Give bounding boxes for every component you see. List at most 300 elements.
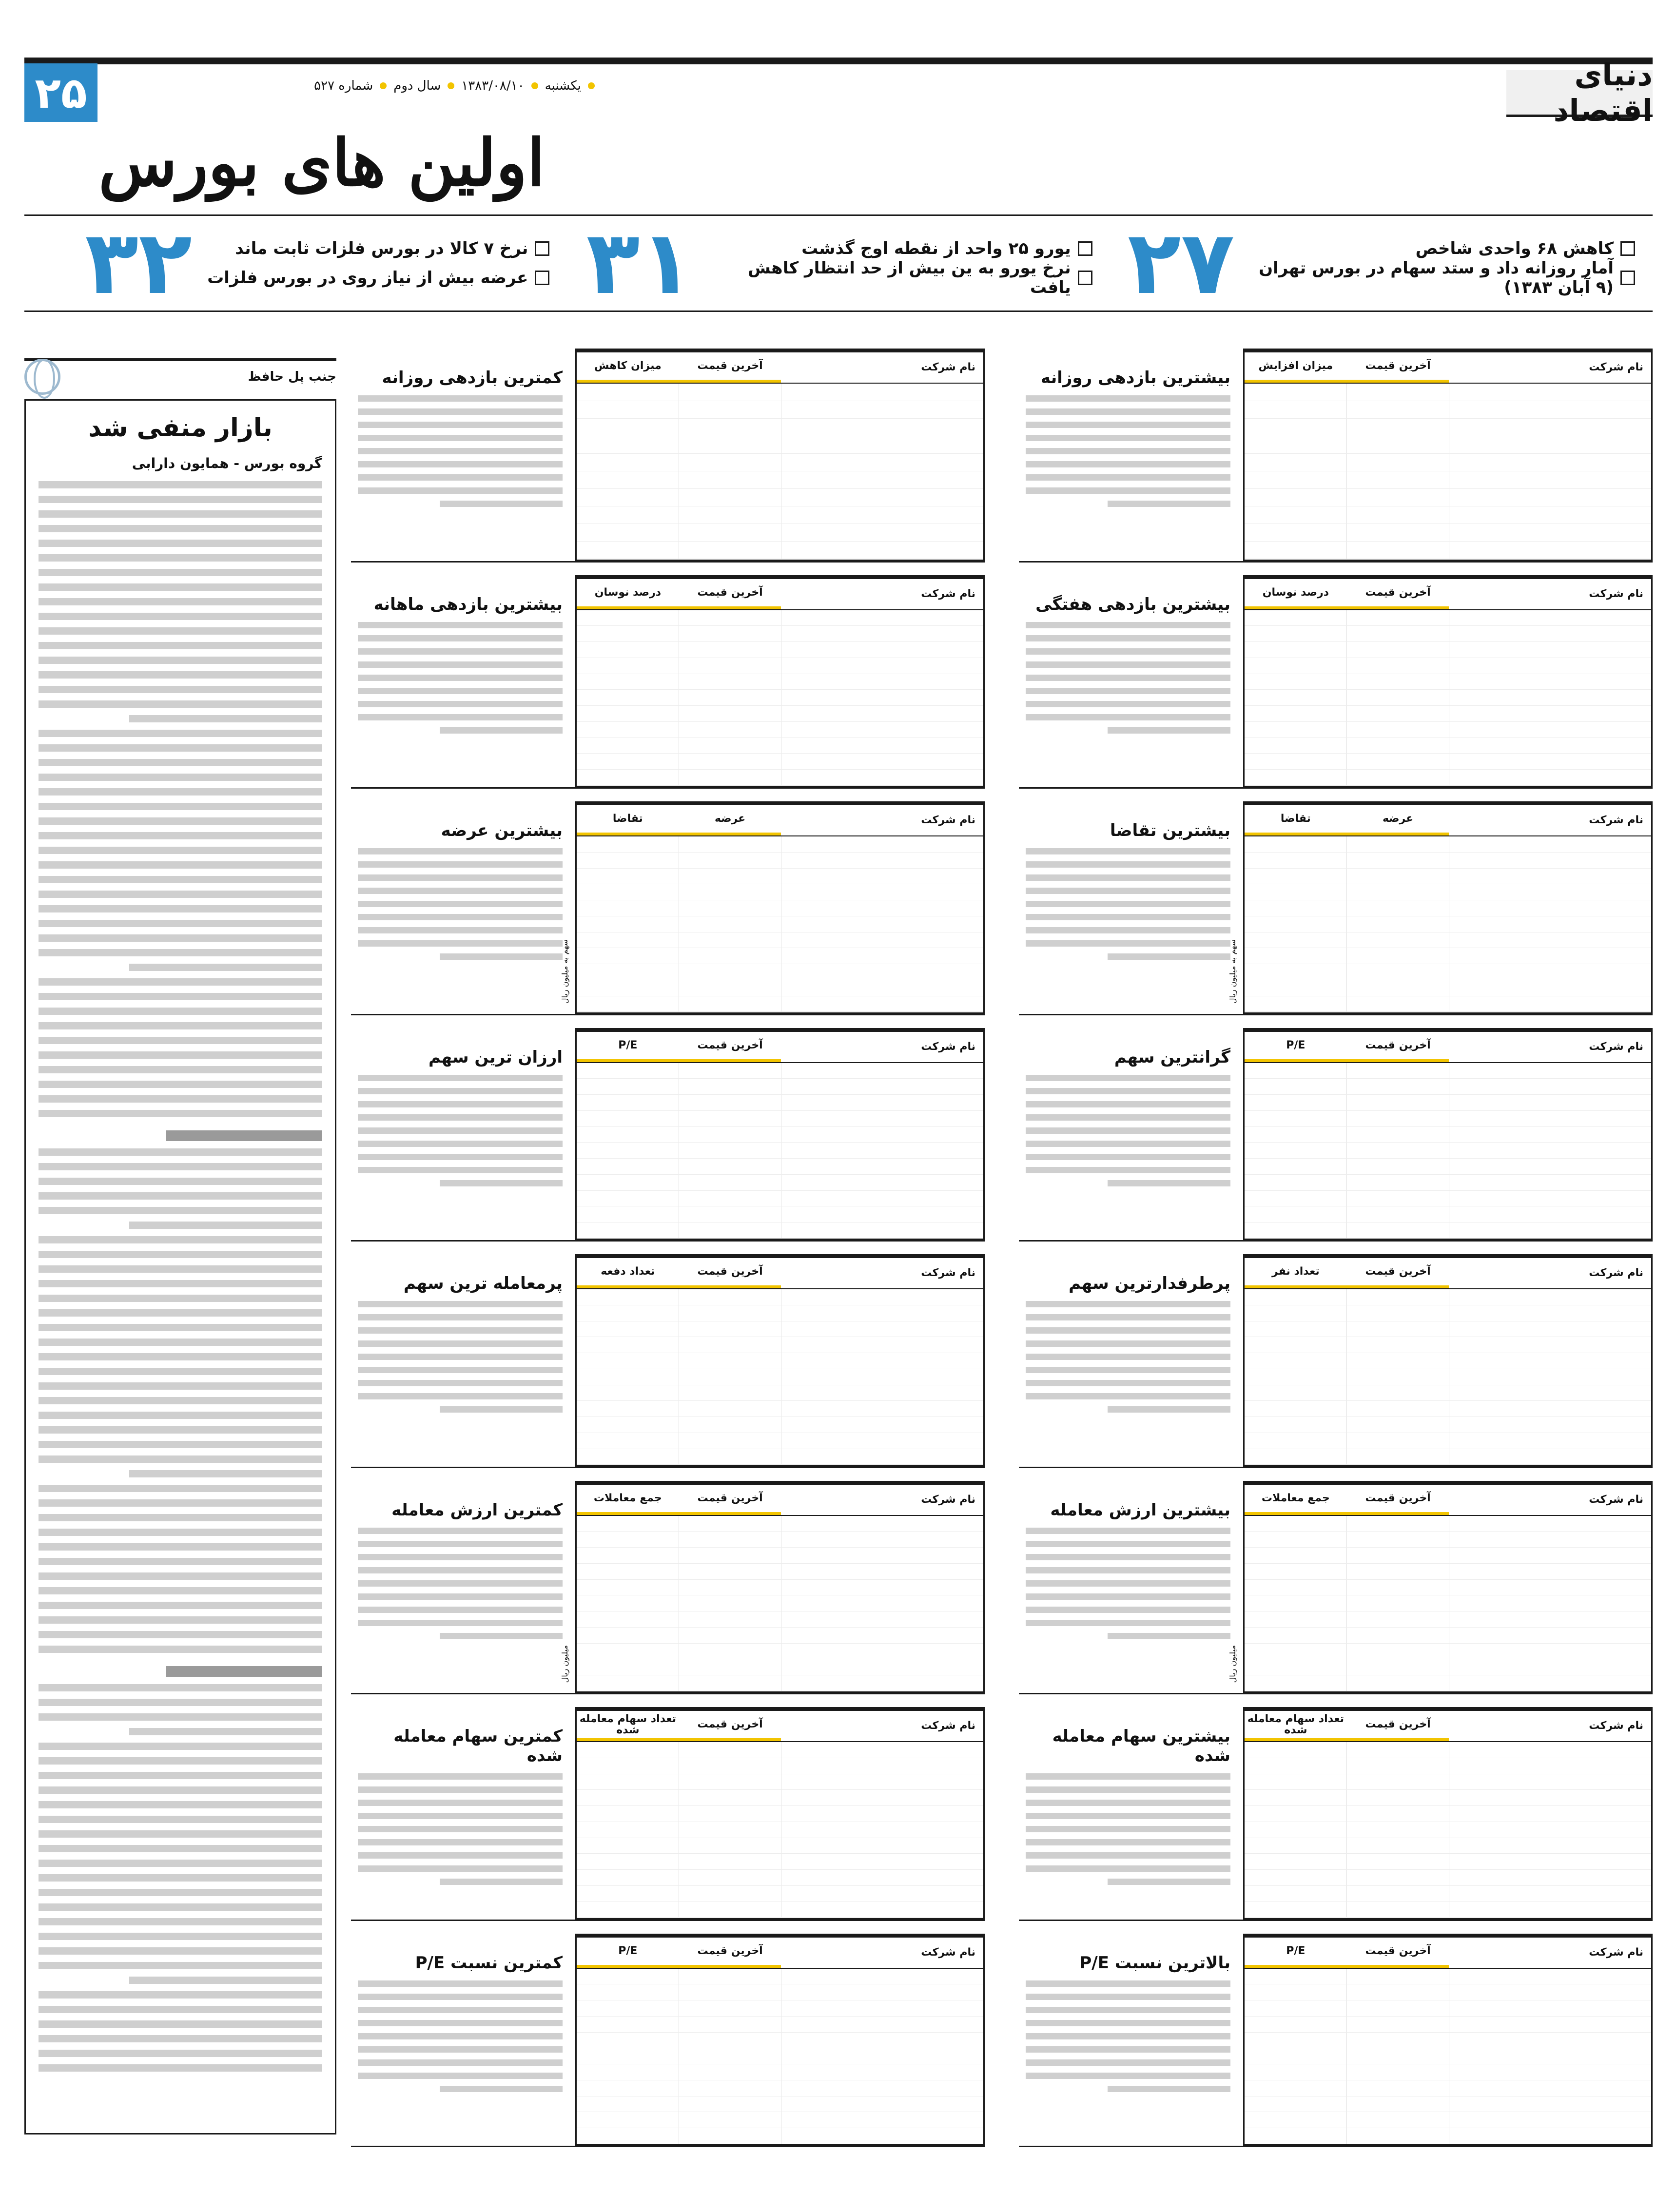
teaser-page-31[interactable]	[567, 212, 1110, 314]
value-cell	[679, 2033, 781, 2048]
value-cell	[1347, 626, 1449, 641]
table-body	[1245, 1742, 1651, 1918]
company-name-cell	[1449, 1532, 1651, 1547]
text-line-placeholder	[39, 847, 322, 854]
value-cell	[1347, 454, 1449, 471]
company-name-cell	[781, 489, 983, 506]
text-line-placeholder	[358, 1327, 563, 1334]
text-line-placeholder	[39, 1543, 322, 1551]
table-body	[577, 1742, 983, 1918]
table-row	[1245, 1111, 1651, 1127]
text-line-placeholder	[129, 1222, 322, 1229]
value-cell	[1245, 489, 1347, 506]
stock-table	[1243, 1934, 1653, 2146]
table-header	[577, 1258, 983, 1289]
company-name-cell	[781, 524, 983, 541]
value-cell	[1245, 2080, 1347, 2096]
value-cell	[1347, 658, 1449, 674]
section-title: کمترین ارزش معامله	[391, 1500, 563, 1520]
text-line-placeholder	[39, 496, 322, 503]
value-cell	[679, 722, 781, 737]
text-line-placeholder	[358, 461, 563, 467]
text-line-placeholder	[358, 2046, 563, 2053]
text-line-placeholder	[358, 1340, 563, 1347]
table-row	[577, 1206, 983, 1222]
text-line-placeholder	[39, 1397, 322, 1404]
value-cell	[679, 1191, 781, 1206]
value-cell	[679, 1417, 781, 1433]
text-line-placeholder	[39, 803, 322, 810]
company-name-cell	[1449, 471, 1651, 488]
value-cell	[679, 2128, 781, 2144]
value-cell	[1347, 2112, 1449, 2128]
value-cell	[1347, 1628, 1449, 1643]
page-number: ۲۵	[24, 63, 97, 122]
text-line-placeholder	[358, 422, 563, 428]
value-cell	[679, 2064, 781, 2080]
section-top-supply	[351, 801, 985, 1015]
text-line-placeholder	[1026, 2007, 1230, 2013]
company-name-cell	[1449, 1644, 1651, 1659]
value-cell	[679, 1111, 781, 1126]
table-row	[577, 1822, 983, 1838]
text-line-placeholder	[39, 2050, 322, 2057]
value-cell	[1245, 419, 1347, 436]
text-line-placeholder	[39, 759, 322, 766]
value-cell	[577, 436, 679, 453]
value-cell	[577, 1159, 679, 1174]
company-name-cell	[1449, 948, 1651, 964]
value-cell	[1245, 2128, 1347, 2144]
text-line-placeholder	[358, 448, 563, 454]
value-cell	[1245, 1305, 1347, 1321]
table-row	[1245, 1175, 1651, 1191]
value-cell	[1245, 1433, 1347, 1449]
value-cell	[1245, 1159, 1347, 1174]
value-cell	[1347, 419, 1449, 436]
text-line-placeholder	[440, 1180, 563, 1186]
table-row	[577, 1369, 983, 1385]
column-header: نام شرکت	[921, 1946, 975, 1959]
table-row	[1245, 1095, 1651, 1111]
company-name-cell	[1449, 1774, 1651, 1790]
value-cell	[679, 1628, 781, 1643]
text-line-placeholder	[1026, 1593, 1230, 1600]
company-name-cell	[1449, 674, 1651, 690]
value-cell	[1245, 1532, 1347, 1547]
company-name-cell	[1449, 1385, 1651, 1401]
text-line-placeholder	[39, 1699, 322, 1706]
text-line-placeholder	[39, 1110, 322, 1117]
company-name-cell	[1449, 1564, 1651, 1579]
column-header: درصد نوسان	[577, 579, 679, 609]
text-line-placeholder	[358, 848, 563, 854]
value-cell	[1347, 1659, 1449, 1675]
table-row	[1245, 1079, 1651, 1095]
value-cell	[1245, 1886, 1347, 1902]
text-line-placeholder	[39, 1558, 322, 1565]
value-cell	[577, 1337, 679, 1353]
value-cell	[1347, 980, 1449, 996]
table-row	[577, 1321, 983, 1338]
stock-table	[1243, 349, 1653, 561]
company-name-cell	[781, 836, 983, 852]
value-cell	[1347, 1369, 1449, 1385]
company-name-cell	[781, 1175, 983, 1190]
value-cell	[1245, 2048, 1347, 2064]
value-cell	[1245, 1854, 1347, 1869]
value-cell	[679, 1758, 781, 1774]
value-cell	[1347, 1175, 1449, 1190]
value-cell	[1347, 1532, 1449, 1547]
table-row	[577, 1611, 983, 1628]
section-title: بیشترین ارزش معامله	[1050, 1500, 1230, 1520]
value-cell	[1245, 1289, 1347, 1305]
value-cell	[679, 524, 781, 541]
table-row	[1245, 1449, 1651, 1465]
section-strip	[24, 358, 336, 392]
value-cell	[1347, 506, 1449, 524]
column-header: نام شرکت	[921, 1040, 975, 1053]
teaser-item[interactable]: نرخ یورو به ین بیش از حد انتظار کاهش یافت	[708, 263, 1092, 292]
stock-table	[575, 1934, 985, 2146]
value-cell	[577, 384, 679, 401]
section-summary	[351, 1481, 575, 1693]
text-line-placeholder	[358, 2020, 563, 2026]
company-name-cell	[781, 2000, 983, 2016]
text-line-placeholder	[1108, 501, 1230, 507]
text-line-placeholder	[39, 1095, 322, 1103]
company-name-cell	[1449, 1079, 1651, 1094]
company-name-cell	[781, 964, 983, 980]
value-cell	[577, 610, 679, 626]
table-row	[1245, 1854, 1651, 1870]
text-line-placeholder	[39, 832, 322, 839]
text-line-placeholder	[358, 1852, 563, 1859]
company-name-cell	[781, 706, 983, 721]
value-cell	[577, 706, 679, 721]
value-cell	[679, 1742, 781, 1758]
text-line-placeholder	[358, 487, 563, 494]
text-line-placeholder	[39, 510, 322, 518]
value-cell	[1347, 2080, 1449, 2096]
column-header: نام شرکت	[921, 361, 975, 374]
value-cell	[1347, 436, 1449, 453]
company-name-cell	[1449, 1111, 1651, 1126]
newspaper-logo: دنیای اقتصاد	[1506, 70, 1653, 117]
table-row	[1245, 642, 1651, 658]
company-name-cell	[1449, 770, 1651, 785]
section-highest-pe	[1019, 1934, 1653, 2148]
table-row	[1245, 2000, 1651, 2017]
company-name-cell	[1449, 2096, 1651, 2112]
text-line-placeholder	[39, 1339, 322, 1346]
table-body	[1245, 610, 1651, 786]
table-row	[1245, 1385, 1651, 1401]
value-cell	[1245, 384, 1347, 401]
company-name-cell	[1449, 1449, 1651, 1465]
table-row	[577, 1433, 983, 1449]
table-row	[577, 1063, 983, 1079]
company-name-cell	[1449, 2017, 1651, 2032]
text-line-placeholder	[129, 1977, 322, 1984]
value-cell	[1245, 471, 1347, 488]
value-cell	[1245, 658, 1347, 674]
value-cell	[577, 853, 679, 868]
table-row	[577, 1886, 983, 1902]
value-cell	[1347, 948, 1449, 964]
table-row	[1245, 1984, 1651, 2000]
text-line-placeholder	[1108, 2086, 1230, 2092]
column-header: آخرین قیمت	[1347, 1711, 1449, 1741]
text-line-placeholder	[358, 1773, 563, 1780]
company-name-cell	[1449, 980, 1651, 996]
teaser-item[interactable]: یورو ۲۵ واحد از نقطه اوج گذشت	[708, 234, 1092, 263]
teaser-page-27[interactable]	[1110, 212, 1653, 314]
table-row	[1245, 1143, 1651, 1159]
teaser-item[interactable]: عرضه بیش از نیاز روی در بورس فلزات	[207, 263, 549, 292]
text-line-placeholder	[1108, 1633, 1230, 1639]
text-line-placeholder	[1026, 1800, 1230, 1806]
column-header: P/E	[577, 1032, 679, 1062]
value-cell	[679, 454, 781, 471]
value-cell	[679, 1095, 781, 1110]
table-row	[1245, 1433, 1651, 1449]
text-line-placeholder	[1026, 688, 1230, 694]
value-cell	[1245, 1838, 1347, 1854]
company-name-cell	[1449, 1659, 1651, 1675]
table-header	[577, 1711, 983, 1742]
text-line-placeholder	[358, 1393, 563, 1399]
company-name-cell	[781, 1206, 983, 1222]
value-cell	[1245, 1644, 1347, 1659]
text-line-placeholder	[1026, 1607, 1230, 1613]
value-cell	[1347, 1079, 1449, 1094]
text-line-placeholder	[358, 1826, 563, 1832]
column-header: آخرین قیمت	[1347, 1032, 1449, 1062]
teaser-item[interactable]: کاهش ۶۸ واحدی شاخص	[1247, 234, 1635, 263]
column-header: جمع معاملات	[1245, 1485, 1347, 1515]
company-name-cell	[781, 1774, 983, 1790]
company-name-cell	[781, 1127, 983, 1143]
value-cell	[1347, 1595, 1449, 1611]
value-cell	[1245, 1337, 1347, 1353]
value-cell	[679, 1159, 781, 1174]
value-cell	[577, 1063, 679, 1079]
table-row	[1245, 1902, 1651, 1918]
value-cell	[1245, 1191, 1347, 1206]
text-line-placeholder	[358, 1865, 563, 1872]
value-cell	[1245, 2096, 1347, 2112]
company-name-cell	[781, 1742, 983, 1758]
text-line-placeholder	[39, 2006, 322, 2013]
text-line-placeholder	[358, 1301, 563, 1307]
teaser-item[interactable]: آمار روزانه داد و ستد سهام در بورس تهران (۹ آبان ۱۳۸۳)	[1247, 263, 1635, 292]
value-cell	[577, 1984, 679, 2000]
value-cell	[1245, 436, 1347, 453]
table-row	[1245, 1838, 1651, 1854]
table-row	[577, 1385, 983, 1401]
table-row	[577, 1143, 983, 1159]
table-row	[577, 722, 983, 738]
text-line-placeholder	[1026, 622, 1230, 628]
value-cell	[679, 916, 781, 932]
text-line-placeholder	[39, 876, 322, 883]
table-header	[1245, 1711, 1651, 1742]
table-row	[1245, 419, 1651, 436]
column-header: آخرین قیمت	[1347, 1258, 1449, 1288]
company-name-cell	[1449, 2112, 1651, 2128]
text-line-placeholder	[358, 1607, 563, 1613]
table-row	[577, 853, 983, 869]
text-line-placeholder	[39, 1066, 322, 1073]
text-line-placeholder	[1026, 1826, 1230, 1832]
table-row	[577, 1969, 983, 1985]
value-cell	[577, 1532, 679, 1547]
value-cell	[1245, 738, 1347, 754]
value-cell	[1347, 869, 1449, 884]
value-cell	[1245, 1143, 1347, 1158]
company-name-cell	[781, 869, 983, 884]
value-cell	[1347, 1385, 1449, 1401]
text-line-placeholder	[1026, 1786, 1230, 1793]
company-name-cell	[781, 738, 983, 754]
text-line-placeholder	[39, 1324, 322, 1331]
table-row	[577, 471, 983, 489]
text-line-placeholder	[1026, 2020, 1230, 2026]
text-line-placeholder	[358, 675, 563, 681]
company-name-cell	[781, 932, 983, 948]
table-row	[1245, 1548, 1651, 1564]
value-cell	[1245, 642, 1347, 658]
company-name-cell	[1449, 384, 1651, 401]
text-line-placeholder	[39, 1295, 322, 1302]
table-row	[577, 454, 983, 471]
text-line-placeholder	[39, 700, 322, 708]
teaser-page-32[interactable]	[24, 212, 567, 314]
value-cell	[1245, 506, 1347, 524]
text-line-placeholder	[39, 1602, 322, 1609]
table-row	[577, 1353, 983, 1369]
text-line-placeholder	[1026, 1528, 1230, 1534]
table-row	[1245, 658, 1651, 674]
text-line-placeholder	[1026, 2033, 1230, 2039]
company-name-cell	[1449, 1433, 1651, 1449]
table-row	[577, 489, 983, 506]
column-header: عرضه	[679, 805, 781, 835]
text-line-placeholder	[39, 1051, 322, 1059]
stock-table	[1243, 1707, 1653, 1920]
company-name-cell	[781, 401, 983, 418]
text-line-placeholder	[39, 642, 322, 649]
text-line-placeholder	[358, 1620, 563, 1626]
company-name-cell	[781, 2064, 983, 2080]
teaser-item[interactable]: نرخ ۷ کالا در بورس فلزات ثابت ماند	[207, 234, 549, 263]
table-row	[1245, 1659, 1651, 1675]
table-row	[577, 1516, 983, 1532]
value-cell	[679, 2096, 781, 2112]
table-body	[577, 610, 983, 786]
text-line-placeholder	[1026, 861, 1230, 868]
company-name-cell	[781, 419, 983, 436]
value-cell	[1347, 1806, 1449, 1822]
company-name-cell	[781, 1758, 983, 1774]
table-header	[577, 352, 983, 384]
company-name-cell	[781, 2128, 983, 2144]
text-line-placeholder	[39, 1499, 322, 1507]
company-name-cell	[781, 1611, 983, 1627]
company-name-cell	[781, 674, 983, 690]
value-cell	[1347, 489, 1449, 506]
company-name-cell	[1449, 2000, 1651, 2016]
stock-table	[575, 1028, 985, 1241]
table-row	[1245, 489, 1651, 506]
section-summary	[1019, 1254, 1243, 1467]
value-cell	[679, 489, 781, 506]
text-line-placeholder	[39, 1801, 322, 1808]
table-row	[577, 1628, 983, 1644]
table-row	[1245, 1063, 1651, 1079]
issue-year: سال دوم	[393, 78, 441, 93]
text-line-placeholder	[39, 1684, 322, 1691]
bullet-icon	[380, 82, 387, 89]
text-line-placeholder	[1026, 2059, 1230, 2066]
table-row	[577, 1644, 983, 1660]
stock-table	[575, 349, 985, 561]
text-line-placeholder	[1026, 1541, 1230, 1547]
value-cell	[679, 1790, 781, 1805]
value-cell	[577, 2096, 679, 2112]
value-cell	[679, 1127, 781, 1143]
teaser-list	[1247, 234, 1635, 297]
value-cell	[1347, 836, 1449, 852]
value-cell	[577, 1758, 679, 1774]
value-cell	[1245, 1659, 1347, 1675]
table-row	[1245, 964, 1651, 980]
company-name-cell	[781, 1353, 983, 1369]
company-name-cell	[781, 1564, 983, 1579]
text-line-placeholder	[1026, 1865, 1230, 1872]
column-header: نام شرکت	[1589, 814, 1643, 827]
value-cell	[1347, 853, 1449, 868]
text-line-placeholder	[1026, 661, 1230, 668]
text-line-placeholder	[1026, 1114, 1230, 1121]
text-line-placeholder	[1026, 635, 1230, 641]
table-body	[1245, 1289, 1651, 1465]
value-cell	[577, 524, 679, 541]
value-cell	[577, 2017, 679, 2032]
text-line-placeholder	[1026, 1088, 1230, 1094]
text-line-placeholder	[39, 1280, 322, 1287]
table-row	[577, 1758, 983, 1774]
value-cell	[679, 1675, 781, 1691]
value-cell	[1347, 1886, 1449, 1902]
table-body	[577, 1289, 983, 1465]
table-row	[577, 1790, 983, 1806]
company-name-cell	[1449, 524, 1651, 541]
value-cell	[577, 1143, 679, 1158]
value-cell	[679, 1822, 781, 1838]
text-line-placeholder	[358, 914, 563, 920]
value-cell	[1347, 754, 1449, 769]
table-row	[577, 754, 983, 770]
value-cell	[679, 1611, 781, 1627]
value-cell	[577, 1806, 679, 1822]
text-line-placeholder	[1108, 953, 1230, 960]
value-cell	[577, 1289, 679, 1305]
company-name-cell	[1449, 1969, 1651, 1984]
value-cell	[679, 996, 781, 1012]
